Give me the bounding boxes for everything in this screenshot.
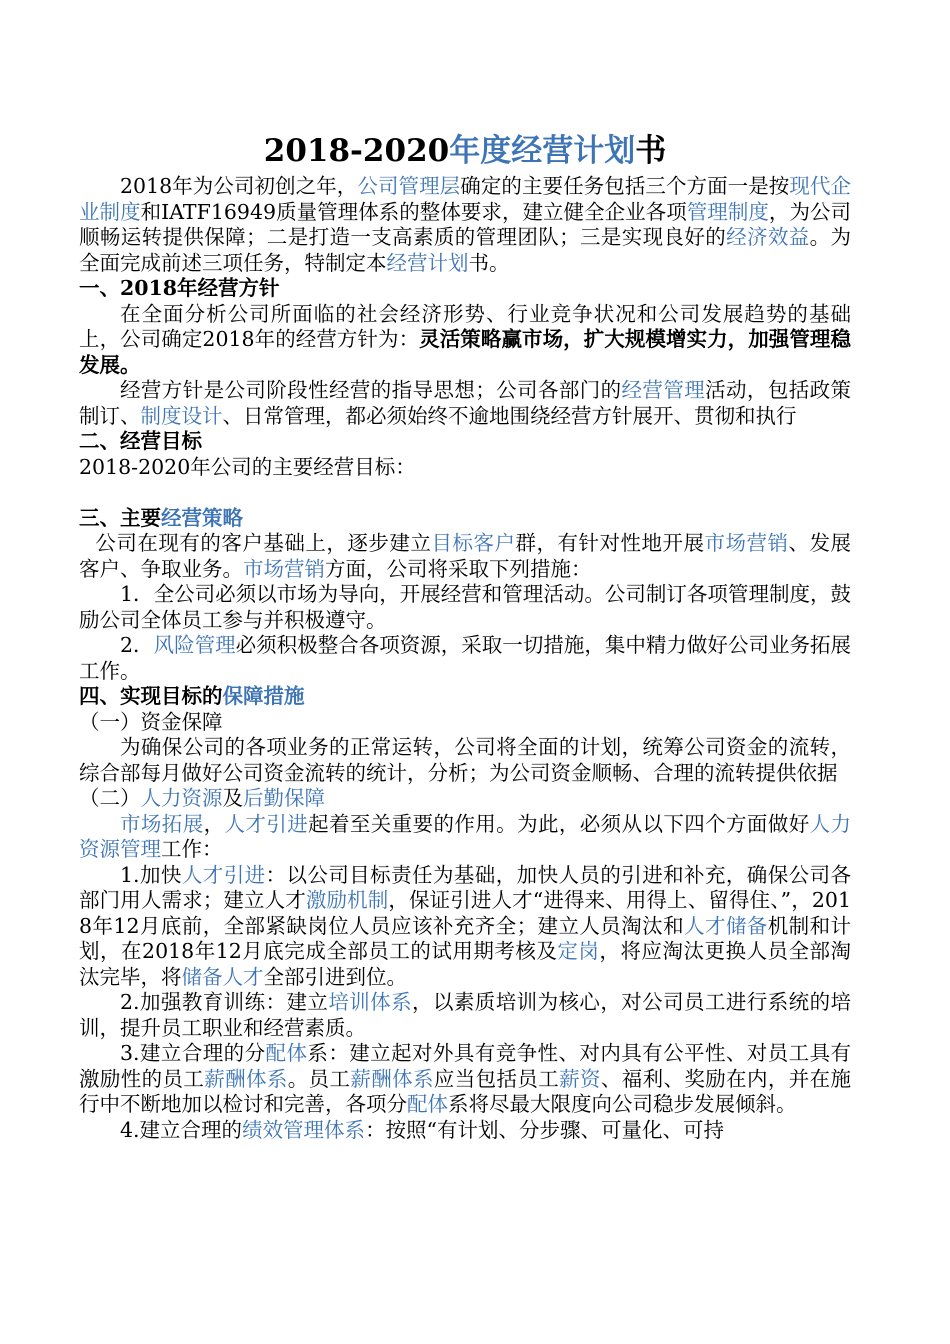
keyword-link[interactable]: 经济效益: [726, 225, 810, 249]
text-run: 系将尽最大限度向公司稳步发展倾斜。: [448, 1092, 797, 1116]
blank-line: [79, 480, 851, 506]
text-run: 活动，包括政策制订、: [79, 378, 852, 428]
text-run: 2．: [120, 633, 154, 657]
keyword-link[interactable]: 薪酬体系: [204, 1066, 288, 1091]
text-run: 四、实现目标的: [79, 684, 223, 708]
text-run: 及: [222, 786, 243, 810]
keyword-link[interactable]: 后勤保障: [243, 786, 325, 810]
keyword-link[interactable]: 市场营销: [704, 531, 789, 555]
text-run: 书: [635, 133, 667, 169]
paragraph: [79, 812, 851, 863]
text-run: 。员工: [287, 1066, 351, 1091]
text-run: 。为全面完成前述三项任务，特制定本: [79, 225, 851, 275]
keyword-link[interactable]: 配体: [407, 1092, 448, 1116]
text-run: 、发展客户、争取业务。: [79, 531, 852, 581]
keyword-link[interactable]: 激励机制: [305, 888, 389, 912]
keyword-link[interactable]: 市场拓展: [120, 811, 204, 836]
text-run: 4.建立合理的: [120, 1117, 243, 1142]
keyword-link[interactable]: 现代企业制度: [79, 174, 852, 224]
text-run: 和IATF16949质量管理体系的整体要求，建立健全企业各项: [140, 199, 687, 224]
paragraph: [79, 863, 851, 991]
keyword-link[interactable]: 薪酬体系: [350, 1066, 434, 1091]
text-run: 起着至关重要的作用。为此，必须从以下四个方面做好: [308, 811, 810, 836]
text-run: 1．全公司必须以市场为导向，开展经营和管理活动。公司制订各项管理制度，鼓励公司全体员工参与并积极遵守。: [79, 582, 851, 632]
keyword-link[interactable]: 绩效管理体系: [242, 1117, 366, 1142]
paragraph: [79, 531, 851, 582]
text-run: 经营方针是公司阶段性经营的指导思想；公司各部门的: [120, 378, 622, 402]
section-heading: [79, 276, 851, 302]
section-heading: [79, 684, 851, 710]
document-blocks: [79, 174, 851, 1143]
text-run: 2018-2020: [263, 133, 450, 169]
keyword-link[interactable]: 保障措施: [222, 684, 305, 708]
text-run: ，为公司顺畅运转提供保障；二是打造一支高素质的管理团队；三是实现良好的: [79, 199, 852, 249]
paragraph: [79, 302, 851, 379]
keyword-link[interactable]: 市场营销: [243, 556, 325, 581]
keyword-link[interactable]: 目标客户: [431, 531, 516, 555]
keyword-link[interactable]: 人才储备: [684, 913, 768, 938]
paragraph: [79, 378, 851, 429]
text-run: 全部引进到位。: [263, 964, 407, 989]
paragraph: [79, 1118, 851, 1144]
paragraph: [79, 174, 851, 276]
paragraph: [79, 710, 851, 736]
text-run: ：按照“有计划、分步骤、可量化、可持: [365, 1117, 725, 1142]
text-run: ：以公司目标责任为基础，加快人员的引进和补充，确保公司各部门用人需求；建立人才: [79, 862, 852, 912]
paragraph: [79, 735, 851, 786]
keyword-link[interactable]: 薪资: [559, 1066, 601, 1091]
document-body: [79, 128, 851, 1143]
paragraph: [79, 455, 851, 481]
text-run: 三、主要: [79, 505, 161, 530]
keyword-link[interactable]: 培训体系: [328, 990, 413, 1014]
keyword-link[interactable]: 定岗: [557, 939, 600, 963]
text-run: ，保证引进人才“进得来、用得上、留得住、”，2018年12月底前，全部紧缺岗位人员应该补充齐全；建立人员淘汰和: [79, 888, 852, 938]
text-run: 书。: [468, 250, 510, 275]
section-heading: [79, 429, 851, 455]
bold-text-run: 灵活策略赢市场，扩大规模增实力，加强管理稳发展。: [79, 327, 852, 377]
text-run: 公司在现有的客户基础上，逐步建立: [95, 531, 432, 555]
text-run: （二）: [79, 786, 141, 810]
keyword-link[interactable]: 公司管理层: [357, 174, 461, 198]
keyword-link[interactable]: 年度经营计划: [449, 133, 636, 169]
keyword-link[interactable]: 经营管理: [621, 378, 706, 402]
text-run: 系：建立起对外具有竞争性、对内具有公平性、对员工具有激励性的员工: [79, 1041, 852, 1091]
text-run: 一、2018年经营方针: [79, 276, 280, 300]
text-run: 在全面分析公司所面临的社会经济形势、行业竞争状况和公司发展趋势的基础上，公司确定2018年的经营方针为：: [79, 301, 851, 351]
keyword-link[interactable]: 经营策略: [161, 505, 243, 530]
keyword-link[interactable]: 风险管理: [153, 633, 236, 657]
text-run: 方面，公司将采取下列措施：: [325, 556, 592, 581]
keyword-link[interactable]: 人才引进: [181, 862, 266, 887]
text-run: 2.加强教育训练：建立: [120, 990, 329, 1014]
text-run: 3.建立合理的分: [120, 1041, 266, 1065]
keyword-link[interactable]: 经营计划: [386, 250, 469, 275]
text-run: 1.加快: [120, 862, 182, 887]
text-run: ，以素质培训为核心，对公司员工进行系统的培训，提升员工职业和经营素质。: [79, 990, 852, 1040]
text-run: 2018-2020年公司的主要经营目标：: [79, 454, 416, 479]
text-run: 工作：: [161, 837, 223, 861]
text-run: ，将应淘汰更换人员全部淘汰完毕，将: [79, 939, 851, 989]
text-run: 为确保公司的各项业务的正常运转，公司将全面的计划，统筹公司资金的流转，综合部每月做好公司资金流转的统计，分析；为公司资金顺畅、合理的流转提供依据: [79, 735, 851, 785]
text-run: ，: [203, 811, 225, 836]
paragraph: [79, 1041, 851, 1118]
keyword-link[interactable]: 制度设计: [140, 403, 223, 428]
text-run: 必须积极整合各项资源，采取一切措施，集中精力做好公司业务拓展工作。: [79, 633, 852, 683]
keyword-link[interactable]: 人才引进: [224, 811, 309, 836]
keyword-link[interactable]: 人力资源: [140, 786, 223, 810]
keyword-link[interactable]: 储备人才: [181, 964, 264, 989]
text-run: 、日常管理，都必须始终不逾地围绕经营方针展开、贯彻和执行: [222, 403, 797, 428]
text-run: 二、经营目标: [79, 429, 202, 453]
page-title: [79, 128, 851, 174]
text-run: 群，有针对性地开展: [515, 531, 705, 555]
keyword-link[interactable]: 管理制度: [686, 199, 769, 224]
text-run: 应当包括员工: [433, 1066, 560, 1091]
paragraph: [79, 582, 851, 633]
text-run: （一）资金保障: [79, 709, 223, 734]
text-run: 机制和计划，在2018年12月底完成全部员工的试用期考核及: [79, 913, 851, 963]
paragraph: [79, 786, 851, 812]
keyword-link[interactable]: 人力资源管理: [79, 811, 852, 861]
paragraph: [79, 990, 851, 1041]
paragraph: [79, 633, 851, 684]
keyword-link[interactable]: 配体: [265, 1041, 308, 1065]
section-heading: [79, 506, 851, 532]
text-run: 确定的主要任务包括三个方面一是按: [460, 174, 790, 198]
text-run: 2018年为公司初创之年，: [120, 174, 358, 198]
text-run: 、福利、奖励在内，并在施行中不断地加以检讨和完善，各项分: [79, 1066, 851, 1116]
